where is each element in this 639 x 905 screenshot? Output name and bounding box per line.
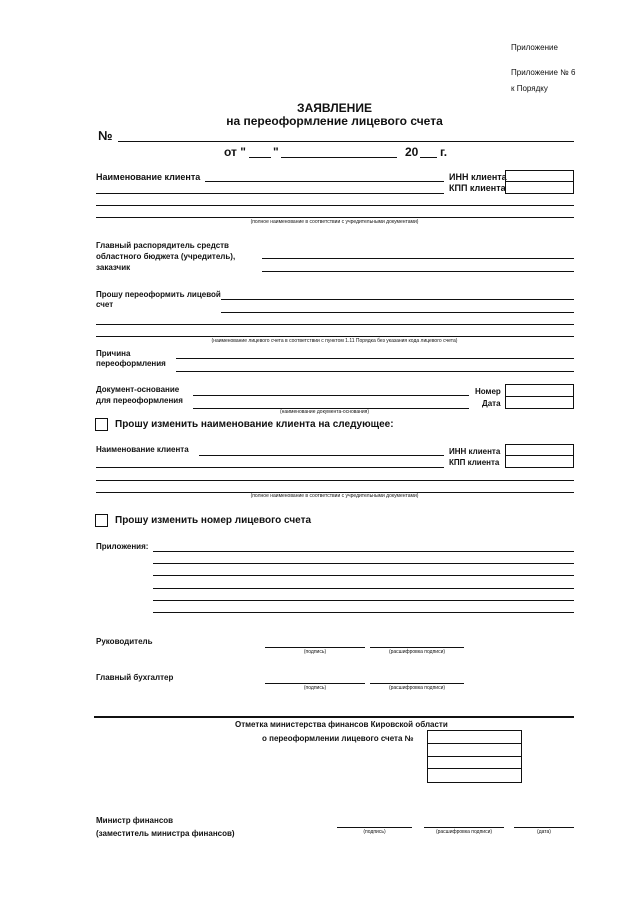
date-g-label: г. bbox=[440, 145, 448, 159]
appendix-number: Приложение № 6 bbox=[511, 68, 576, 77]
accountant-signature-caption: (подпись) bbox=[303, 685, 327, 691]
new-client-name-field[interactable] bbox=[199, 455, 444, 456]
client-name-field[interactable] bbox=[205, 181, 444, 182]
number-date-divider bbox=[506, 396, 573, 397]
reissue-field-3[interactable] bbox=[96, 324, 574, 325]
client-kpp-label: КПП клиента bbox=[449, 183, 506, 193]
head-signature-field[interactable] bbox=[265, 647, 365, 648]
new-client-kpp-label: КПП клиента bbox=[449, 458, 500, 467]
ministry-mark-label-2: о переоформлении лицевого счета № bbox=[262, 734, 414, 743]
reason-label-1: Причина bbox=[96, 349, 131, 358]
reissue-label-2: счет bbox=[96, 300, 114, 309]
manager-label-3: заказчик bbox=[96, 263, 131, 272]
manager-label-1: Главный распорядитель средств bbox=[96, 241, 229, 250]
chief-accountant-label: Главный бухгалтер bbox=[96, 673, 174, 682]
reason-label-2: переоформления bbox=[96, 359, 166, 368]
new-client-inn-kpp-box[interactable] bbox=[505, 444, 574, 468]
minister-decode-field[interactable] bbox=[424, 827, 504, 828]
new-inn-kpp-divider bbox=[506, 455, 573, 456]
head-decode-field[interactable] bbox=[370, 647, 464, 648]
client-inn-kpp-box[interactable] bbox=[505, 170, 574, 194]
minister-signature-caption: (подпись) bbox=[363, 829, 386, 835]
client-name-line-3[interactable] bbox=[96, 205, 574, 206]
basis-label-1: Документ-основание bbox=[96, 385, 180, 394]
document-subtitle: на переоформление лицевого счета bbox=[226, 114, 443, 128]
basis-date-label: Дата bbox=[482, 399, 501, 408]
client-name-caption: (полное наименование в соответствии с учредительными документами) bbox=[250, 219, 419, 225]
client-name-label: Наименование клиента bbox=[96, 172, 201, 182]
new-client-name-caption: (полное наименование в соответствии с учредительными документами) bbox=[250, 493, 419, 499]
accountant-decode-field[interactable] bbox=[370, 683, 464, 684]
date-day-field[interactable] bbox=[249, 157, 271, 158]
new-client-name-line-2[interactable] bbox=[96, 467, 444, 468]
date-from-label: от " bbox=[224, 145, 246, 159]
minister-date-caption: (дата) bbox=[537, 829, 551, 835]
manager-field-2[interactable] bbox=[262, 271, 574, 272]
number-label: № bbox=[98, 128, 113, 143]
head-decode-caption: (расшифровка подписи) bbox=[388, 649, 446, 655]
reissue-label-1: Прошу переоформить лицевой bbox=[96, 290, 221, 299]
ministry-account-box[interactable] bbox=[427, 730, 522, 783]
new-client-inn-label: ИНН клиента bbox=[449, 447, 501, 456]
attachments-line-5[interactable] bbox=[153, 600, 574, 601]
reason-field-2[interactable] bbox=[176, 371, 574, 372]
new-client-name-line-3[interactable] bbox=[96, 480, 574, 481]
attachments-line-4[interactable] bbox=[153, 588, 574, 589]
section-divider bbox=[94, 716, 574, 718]
document-title: ЗАЯВЛЕНИЕ bbox=[297, 101, 372, 115]
reason-field-1[interactable] bbox=[176, 358, 574, 359]
reissue-field-2[interactable] bbox=[221, 312, 574, 313]
order-reference: к Порядку bbox=[511, 84, 548, 93]
basis-number-label: Номер bbox=[475, 387, 501, 396]
basis-field-1[interactable] bbox=[193, 395, 469, 396]
minister-date-field[interactable] bbox=[514, 827, 574, 828]
date-quote: " bbox=[273, 145, 279, 159]
ministry-box-row-1 bbox=[428, 743, 521, 744]
change-account-checkbox[interactable] bbox=[95, 514, 108, 527]
head-label: Руководитель bbox=[96, 637, 153, 646]
basis-caption: (наименование документа-основания) bbox=[280, 409, 370, 415]
client-inn-label: ИНН клиента bbox=[449, 172, 507, 182]
basis-number-date-box[interactable] bbox=[505, 384, 574, 409]
ministry-box-row-3 bbox=[428, 768, 521, 769]
change-account-label: Прошу изменить номер лицевого счета bbox=[115, 515, 312, 526]
inn-kpp-divider bbox=[506, 181, 573, 182]
appendix-label: Приложение bbox=[511, 43, 558, 52]
attachments-line-1[interactable] bbox=[153, 551, 574, 552]
minister-label-2: (заместитель министра финансов) bbox=[96, 829, 235, 838]
number-field[interactable] bbox=[118, 141, 574, 142]
manager-field-1[interactable] bbox=[262, 258, 574, 259]
date-month-field[interactable] bbox=[281, 157, 397, 158]
attachments-line-2[interactable] bbox=[153, 563, 574, 564]
change-name-checkbox[interactable] bbox=[95, 418, 108, 431]
new-client-name-label: Наименование клиента bbox=[96, 445, 189, 454]
date-year-field[interactable] bbox=[420, 157, 437, 158]
client-name-line-2[interactable] bbox=[96, 193, 444, 194]
attachments-line-6[interactable] bbox=[153, 612, 574, 613]
client-name-line-4[interactable] bbox=[96, 217, 574, 218]
basis-label-2: для переоформления bbox=[96, 396, 183, 405]
reissue-caption: (наименование лицевого счета в соответствии с пунктом 1.11 Порядка без указания кода лицевого счета) bbox=[211, 338, 458, 344]
change-name-label: Прошу изменить наименование клиента на следующее: bbox=[115, 419, 394, 430]
attachments-label: Приложения: bbox=[96, 542, 149, 551]
reissue-field-1[interactable] bbox=[221, 299, 574, 300]
minister-signature-field[interactable] bbox=[337, 827, 412, 828]
accountant-signature-field[interactable] bbox=[265, 683, 365, 684]
head-signature-caption: (подпись) bbox=[303, 649, 327, 655]
ministry-mark-label-1: Отметка министерства финансов Кировской области bbox=[235, 720, 448, 729]
minister-label-1: Министр финансов bbox=[96, 816, 174, 825]
manager-label-2: областного бюджета (учредитель), bbox=[96, 252, 236, 261]
ministry-box-row-2 bbox=[428, 756, 521, 757]
attachments-line-3[interactable] bbox=[153, 575, 574, 576]
accountant-decode-caption: (расшифровка подписи) bbox=[388, 685, 446, 691]
reissue-field-4[interactable] bbox=[96, 336, 574, 337]
date-year-label: 20 bbox=[405, 145, 419, 159]
minister-decode-caption: (расшифровка подписи) bbox=[435, 829, 493, 835]
